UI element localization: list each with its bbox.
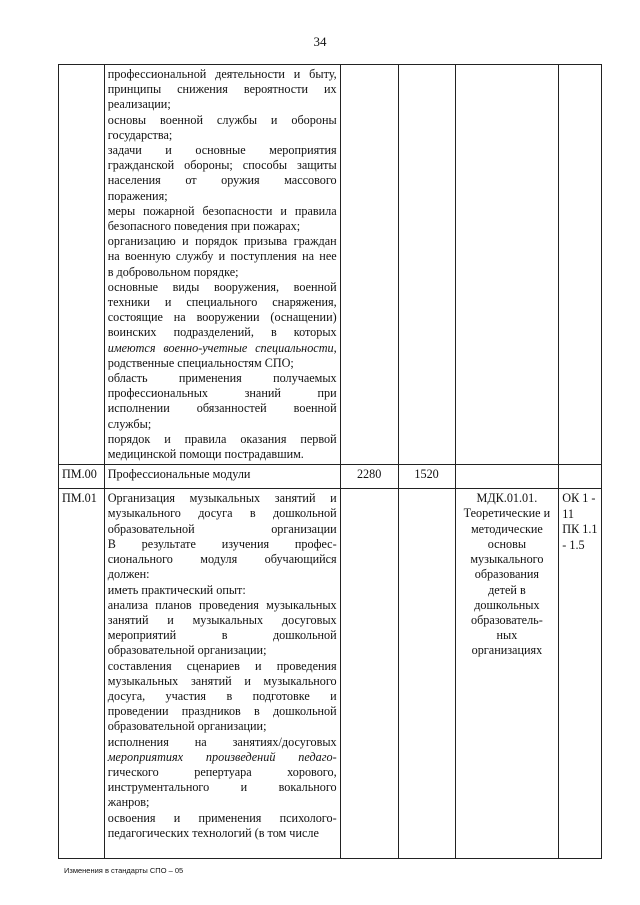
text-line: организацию и порядок призыва граждан xyxy=(107,234,337,249)
text-line: образовательной организации; xyxy=(107,643,267,658)
footer-note: Изменения в стандарты СПО – 05 xyxy=(64,866,184,875)
text-line: музыкального досуга в дошкольной xyxy=(107,506,337,521)
text-line: составления сценариев и проведения xyxy=(107,658,337,673)
text-line: основы военной службы и обороны xyxy=(107,112,337,127)
competence-cell xyxy=(559,489,602,859)
competence-lines xyxy=(562,491,598,553)
text-line: основные виды вооружения, военной xyxy=(107,279,337,294)
text-line: исполнения на занятиях/досуговых xyxy=(107,734,337,749)
text-line: службы; xyxy=(107,416,152,431)
text-line: организациях xyxy=(471,643,543,658)
table-row-pm01 xyxy=(59,489,602,859)
text-line: ных xyxy=(496,628,518,643)
text-line: мероприятий в дошкольной xyxy=(107,628,337,643)
text-line: должен: xyxy=(107,567,150,582)
text-line: населения от оружия массового xyxy=(107,173,337,188)
text-line: воинских подразделений, в которых xyxy=(107,325,337,340)
text-line: в добровольном порядке; xyxy=(107,264,239,279)
text-line: педагогических технологий (в том числе xyxy=(107,825,319,840)
text-line: занятий и музыкальных досуговых xyxy=(107,612,337,627)
text-line: родственные специальностям СПО; xyxy=(107,355,294,370)
max-hours-cell xyxy=(340,489,398,859)
text-line: профессиональных знаний при xyxy=(107,386,337,401)
table-row-pm00 xyxy=(59,465,602,489)
text-line: порядок и правила оказания первой xyxy=(107,431,337,446)
text-line: мероприятиях произведений педаго- xyxy=(107,749,337,764)
text-line: принципы снижения вероятности их xyxy=(107,82,337,97)
competence-cell xyxy=(559,465,602,489)
mdk-cell xyxy=(455,489,559,859)
text-line: музыкальных занятий и музыкального xyxy=(107,673,337,688)
module-code: ПМ.00 xyxy=(59,465,105,489)
text-line: техники и специального снаряжения, xyxy=(107,295,337,310)
text-line: область применения получаемых xyxy=(107,371,337,386)
row-code-cell xyxy=(59,65,105,465)
module-title: Профессиональные модули xyxy=(104,465,340,489)
class-hours-value: 1520 xyxy=(398,465,455,489)
text-line: государства; xyxy=(107,127,173,142)
module-code: ПМ.01 xyxy=(59,489,105,859)
text-line: анализа планов проведения музыкальных xyxy=(107,597,337,612)
row-description-cell xyxy=(104,65,340,465)
text-line: образовательной организации; xyxy=(107,719,267,734)
competence-cell xyxy=(559,65,602,465)
text-line: Теоретические и xyxy=(463,506,551,521)
text-line: безопасного поведения при пожарах; xyxy=(107,219,301,234)
text-line: поражения; xyxy=(107,188,168,203)
text-line: сионального модуля обучающийся xyxy=(107,552,337,567)
text-line: 11 xyxy=(562,506,575,521)
text-line: образовательной организации xyxy=(107,521,337,536)
text-line: образования xyxy=(474,567,540,582)
text-line: детей в xyxy=(488,582,526,597)
mdk-cell xyxy=(455,465,559,489)
text-line: задачи и основные мероприятия xyxy=(107,143,337,158)
text-line: основы xyxy=(487,536,527,551)
text-line: дошкольных xyxy=(474,597,540,612)
text-line: МДК.01.01. xyxy=(476,491,538,506)
text-line: иметь практический опыт: xyxy=(107,582,246,597)
text-line: исполнении обязанностей военной xyxy=(107,401,337,416)
class-hours-cell xyxy=(398,65,455,465)
text-line: музыкального xyxy=(470,552,544,567)
text-line: инструментального и вокального xyxy=(107,780,337,795)
table-row-continuation xyxy=(59,65,602,465)
row-description-cell xyxy=(104,489,340,859)
text-line: досуга, участия в подготовке и xyxy=(107,688,337,703)
max-hours-cell xyxy=(340,65,398,465)
text-line: жанров; xyxy=(107,795,150,810)
text-line: - 1.5 xyxy=(562,537,585,552)
text-line: методические xyxy=(470,521,543,536)
max-hours-value: 2280 xyxy=(340,465,398,489)
mdk-cell xyxy=(455,65,559,465)
text-line: ПК 1.1 xyxy=(562,522,598,537)
text-line: гического репертуара хорового, xyxy=(107,764,337,779)
description-lines xyxy=(108,491,337,841)
mdk-name-lines xyxy=(459,491,556,658)
text-line: Организация музыкальных занятий и xyxy=(107,491,337,506)
text-line: В результате изучения профес- xyxy=(107,536,337,551)
text-line: проведении праздников в дошкольной xyxy=(107,704,337,719)
text-line: на военную службу и поступления на нее xyxy=(107,249,337,264)
text-line: образователь- xyxy=(471,612,543,627)
text-line: гражданской обороны; способы защиты xyxy=(107,158,337,173)
text-line: реализации; xyxy=(107,97,171,112)
text-line: ОК 1 - xyxy=(562,491,596,506)
text-line: медицинской помощи пострадавшим. xyxy=(107,447,304,462)
page-number: 34 xyxy=(313,34,327,49)
text-line: профессиональной деятельности и быту, xyxy=(107,67,337,81)
text-line: имеются военно-учетные специальности, xyxy=(107,340,337,355)
text-line: состоящие на вооружении (оснащении) xyxy=(107,310,337,325)
text-line: меры пожарной безопасности и правила xyxy=(107,203,337,218)
description-lines xyxy=(108,67,337,462)
curriculum-table xyxy=(58,64,602,859)
class-hours-cell xyxy=(398,489,455,859)
text-line: освоения и применения психолого- xyxy=(107,810,337,825)
